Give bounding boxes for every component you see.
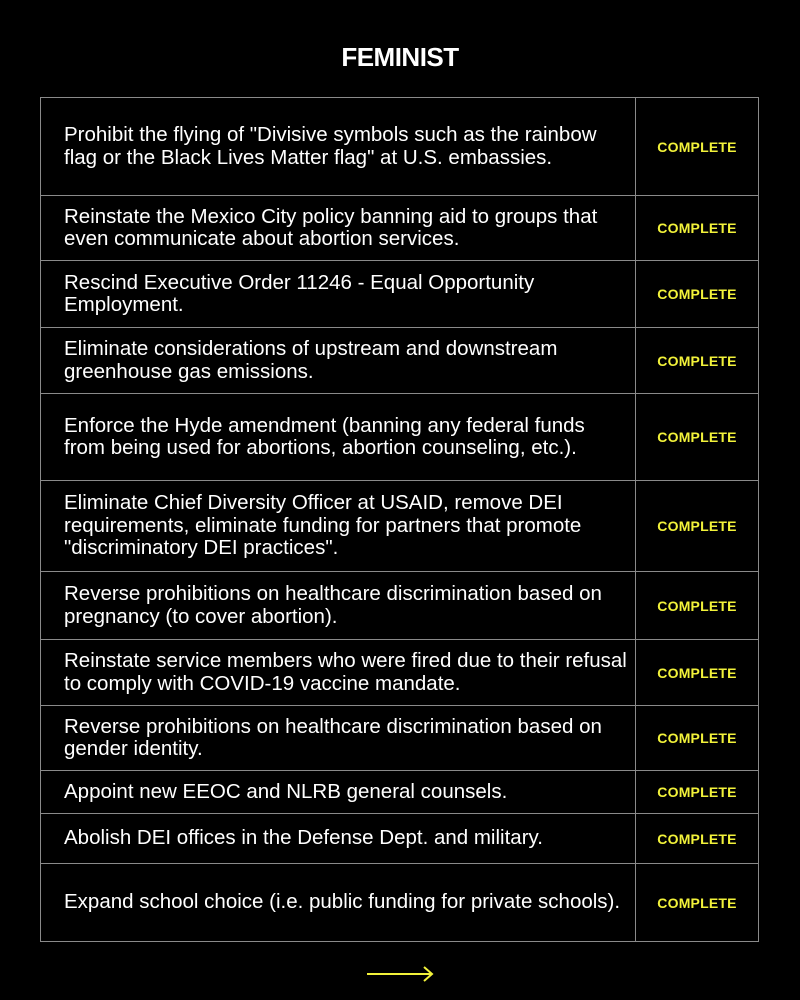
status-label: COMPLETE xyxy=(657,518,737,534)
page-title: FEMINIST xyxy=(341,42,459,72)
table-row xyxy=(41,260,758,327)
table-row xyxy=(41,571,758,639)
status-label: COMPLETE xyxy=(657,220,737,236)
table-row xyxy=(41,863,758,941)
arrow-right-icon[interactable] xyxy=(366,962,436,986)
status-label: COMPLETE xyxy=(657,784,737,800)
status-label: COMPLETE xyxy=(657,664,737,681)
policy-text: Enforce the Hyde amendment (banning any federal funds from being used for abortions, abortion counseling, etc.). xyxy=(41,394,636,480)
policy-text: Appoint new EEOC and NLRB general counsels. xyxy=(41,771,636,813)
policy-text: Abolish DEI offices in the Defense Dept. and military. xyxy=(41,814,636,863)
status-label: COMPLETE xyxy=(657,894,737,911)
table-row xyxy=(41,813,758,863)
table-row xyxy=(41,705,758,770)
policy-text: Prohibit the flying of "Divisive symbols such as the rainbow flag or the Black Lives Matter flag" at U.S. embassies. xyxy=(41,98,636,195)
status-label: COMPLETE xyxy=(657,597,737,614)
status-label: COMPLETE xyxy=(657,429,737,445)
table-row xyxy=(41,98,758,195)
policy-text: Reinstate service members who were fired due to their refusal to comply with COVID-19 vaccine mandate. xyxy=(41,640,636,705)
table-row xyxy=(41,195,758,260)
status-label: COMPLETE xyxy=(657,730,737,746)
policy-text: Rescind Executive Order 11246 - Equal Opportunity Employment. xyxy=(41,261,636,327)
table-row xyxy=(41,327,758,393)
policy-text: Reverse prohibitions on healthcare discrimination based on pregnancy (to cover abortion). xyxy=(41,572,636,639)
policy-text: Reverse prohibitions on healthcare discrimination based on gender identity. xyxy=(41,706,636,770)
table-row xyxy=(41,480,758,571)
table-row xyxy=(41,770,758,813)
status-label: COMPLETE xyxy=(657,138,737,155)
policy-text: Expand school choice (i.e. public funding for private schools). xyxy=(41,864,636,941)
status-label: COMPLETE xyxy=(657,286,737,302)
policy-text: Eliminate Chief Diversity Officer at USAID, remove DEI requirements, eliminate funding for partners that promote "discriminatory DEI practices". xyxy=(41,481,636,571)
table-row xyxy=(41,639,758,705)
table-row xyxy=(41,393,758,480)
policy-text: Reinstate the Mexico City policy banning aid to groups that even communicate about abortion services. xyxy=(41,196,636,260)
policy-text: Eliminate considerations of upstream and downstream greenhouse gas emissions. xyxy=(41,328,636,393)
status-label: COMPLETE xyxy=(657,830,737,847)
policy-table xyxy=(40,97,759,942)
status-label: COMPLETE xyxy=(657,352,737,369)
